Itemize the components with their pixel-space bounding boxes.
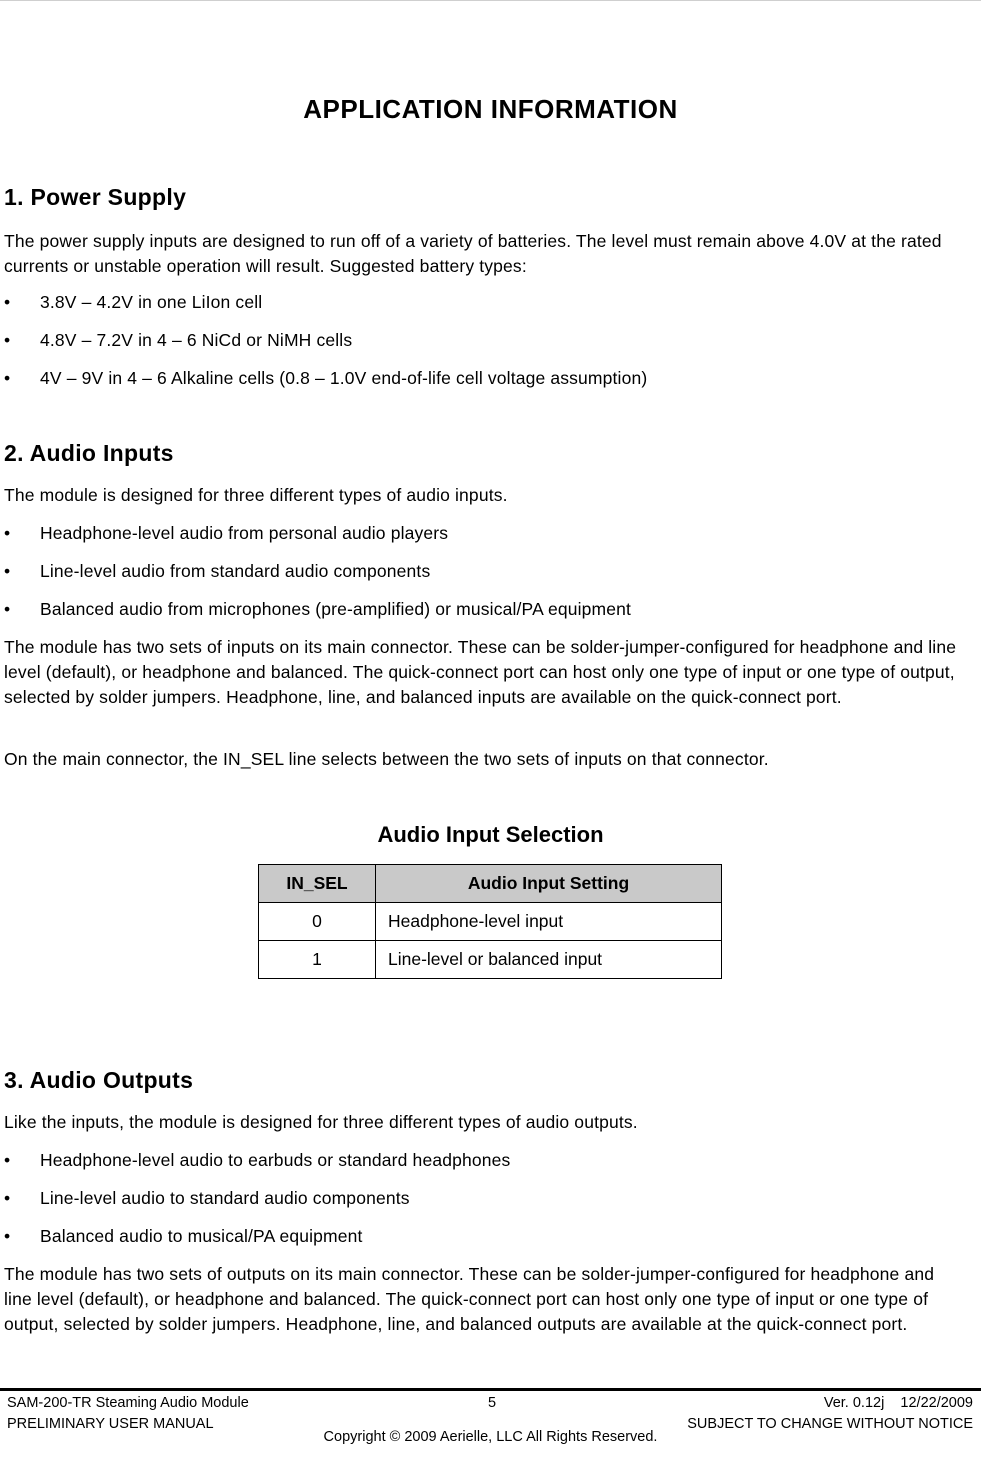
column-header-insel: IN_SEL	[259, 865, 376, 903]
bullet-icon: •	[4, 1188, 11, 1208]
audio-input-selection-table	[258, 864, 722, 979]
outputs-paragraph: The module has two sets of outputs on its main connector. These can be solder-jumper-configured for headphone and line level (default), or headphone and balanced. The quick-connect port can host only one type of input or one type of output, selected by solder jumpers. Headphone, line, and balanced outputs are available at the quick-connect port.	[4, 1264, 935, 1334]
table-header-row	[259, 865, 722, 903]
list-item: • Headphone-level audio from personal audio players	[4, 521, 448, 546]
table-row	[259, 941, 722, 979]
footer-manual: PRELIMINARY USER MANUAL	[7, 1416, 214, 1432]
table-cell: 1	[259, 941, 376, 979]
bullet-icon: •	[4, 330, 11, 350]
inputs-intro: The module is designed for three different types of audio inputs.	[4, 485, 508, 505]
list-item: • Balanced audio to musical/PA equipment	[4, 1224, 363, 1249]
outputs-intro: Like the inputs, the module is designed for three different types of audio outputs.	[4, 1112, 638, 1132]
footer-copyright: Copyright © 2009 Aerielle, LLC All Rights Reserved.	[323, 1429, 658, 1445]
bullet-icon: •	[4, 292, 11, 312]
section-heading-power: 1. Power Supply	[4, 184, 187, 210]
list-item: • Line-level audio from standard audio components	[4, 559, 430, 584]
table-cell: 0	[259, 903, 376, 941]
section-heading-inputs: 2. Audio Inputs	[4, 440, 174, 466]
list-item: • 3.8V – 4.2V in one LiIon cell	[4, 290, 262, 315]
list-item: • Balanced audio from microphones (pre-amplified) or musical/PA equipment	[4, 597, 631, 622]
power-paragraph: The power supply inputs are designed to run off of a variety of batteries. The level must remain above 4.0V at the rated currents or unstable operation will result. Suggested battery types:	[4, 231, 942, 276]
table-cell: Line-level or balanced input	[376, 941, 722, 979]
bullet-icon: •	[4, 523, 11, 543]
bullet-icon: •	[4, 1226, 11, 1246]
bullet-icon: •	[4, 368, 11, 388]
bullet-icon: •	[4, 1150, 11, 1170]
footer-version: Ver. 0.12j 12/22/2009	[823, 1395, 973, 1411]
footer-product: SAM-200-TR Steaming Audio Module	[7, 1395, 249, 1411]
section-heading-outputs: 3. Audio Outputs	[4, 1067, 194, 1093]
page-title: APPLICATION INFORMATION	[303, 94, 678, 124]
footer-notice: SUBJECT TO CHANGE WITHOUT NOTICE	[687, 1416, 973, 1432]
page-number: 5	[488, 1395, 497, 1411]
list-item: • Line-level audio to standard audio components	[4, 1186, 410, 1211]
list-item: • 4V – 9V in 4 – 6 Alkaline cells (0.8 – 1.0V end-of-life cell voltage assumption)	[4, 366, 647, 391]
table-cell: Headphone-level input	[376, 903, 722, 941]
bullet-icon: •	[4, 561, 11, 581]
inputs-paragraph: The module has two sets of inputs on its main connector. These can be solder-jumper-configured for headphone and line level (default), or headphone and balanced. The quick-connect port can host only one type of input or one type of output, selected by solder jumpers. Headphone, line, and balanced inputs are available on the quick-connect port.	[4, 637, 957, 707]
footer-rule	[0, 1388, 981, 1391]
table-row	[259, 903, 722, 941]
bullet-icon: •	[4, 599, 11, 619]
list-item: • Headphone-level audio to earbuds or standard headphones	[4, 1148, 510, 1173]
column-header-setting: Audio Input Setting	[376, 865, 722, 903]
table-title: Audio Input Selection	[377, 822, 604, 847]
list-item: • 4.8V – 7.2V in 4 – 6 NiCd or NiMH cells	[4, 328, 352, 353]
inputs-insel-paragraph: On the main connector, the IN_SEL line selects between the two sets of inputs on that connector.	[4, 749, 769, 769]
top-rule	[0, 0, 981, 1]
